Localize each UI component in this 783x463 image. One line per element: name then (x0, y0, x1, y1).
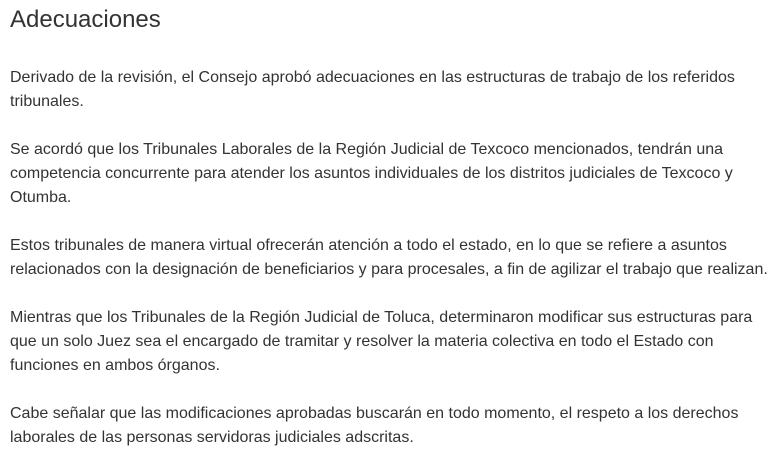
paragraph-revision: Derivado de la revisión, el Consejo aprobó adecuaciones en las estructuras de trabajo de los referidos tribunales. (10, 69, 735, 110)
paragraph-toluca: Mientras que los Tribunales de la Región Judicial de Toluca, determinaron modificar sus estructuras para que un solo Juez sea el encargado de tramitar y resolver la materia colectiva en todo el Estado con funciones en ambos órganos. (10, 309, 753, 374)
paragraph-texcoco: Se acordó que los Tribunales Laborales de la Región Judicial de Texcoco mencionados, tendrán una competencia concurrente para atender los asuntos individuales de los distritos judiciales de Texcoco y Otumba. (10, 141, 733, 206)
section-title: Adecuaciones (10, 6, 161, 33)
paragraph-virtual-attention: Estos tribunales de manera virtual ofrecerán atención a todo el estado, en lo que se refiere a asuntos relacionados con la designación de beneficiarios y para procesales, a fin de agilizar el trabajo que realizan. (10, 237, 768, 278)
paragraph-labor-rights: Cabe señalar que las modificaciones aprobadas buscarán en todo momento, el respeto a los derechos laborales de las personas servidoras judiciales adscritas. (10, 405, 739, 446)
